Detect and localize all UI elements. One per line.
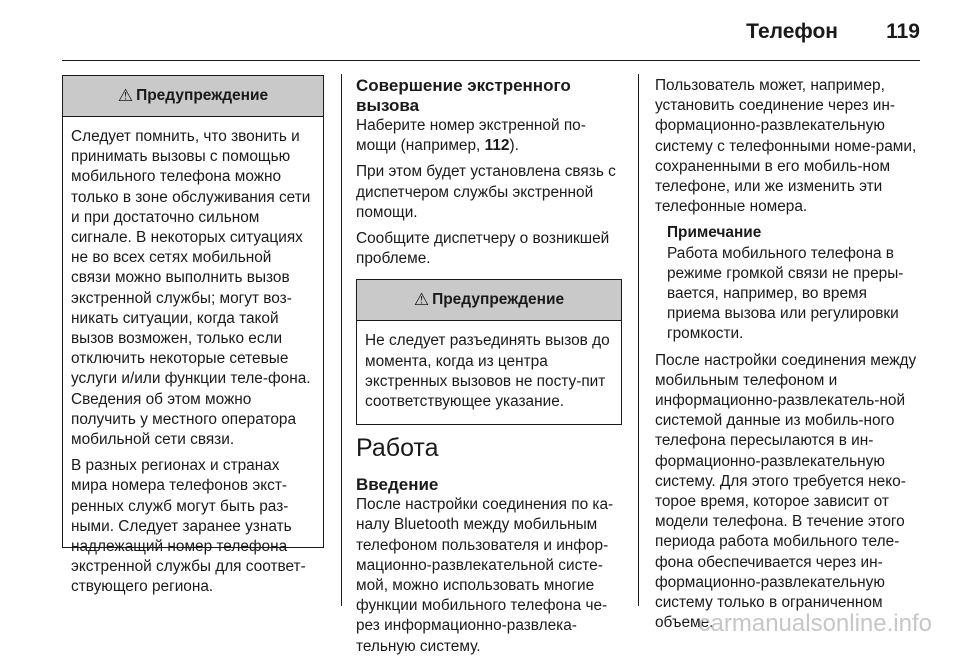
emergency-paragraph-2: При этом будет установлена связь с диспетчером службы экстренной помощи.: [356, 163, 616, 221]
emergency-paragraph-1: Наберите номер экстренной по-мощи (например, 112).: [356, 117, 586, 155]
emergency-paragraph-3: Сообщите диспетчеру о возникшей проблеме.: [356, 230, 610, 268]
intro-paragraph: После настройки соединения по ка-налу Bluetooth между мобильным телефоном пользователя и инфор-мационно-развлекательной систе-мой, можно использовать многие функции мобильного телефона че-рез информационно-развлека-тельную систему.: [356, 496, 614, 655]
column-divider-right: [638, 74, 639, 606]
right-column: [655, 76, 922, 639]
watermark: carmanualsonline.info: [698, 610, 932, 637]
page-title: Телефон: [746, 20, 838, 43]
page-number: 119: [886, 20, 920, 43]
intro-heading: Введение: [356, 475, 439, 495]
middle-warning-body: [357, 321, 621, 424]
emergency-number-ref: 112: [484, 137, 510, 155]
right-paragraph-1: Пользователь может, например, установить соединение через ин-формационно-развлекательную систему с телефонными номе-рами, сохраненными в его мобиль-ном телефоне, или же изменить эти телефонные номера.: [655, 77, 917, 216]
middle-warning-header: [357, 280, 621, 321]
note-text: Работа мобильного телефона в режиме громкой связи не преры-вается, например, во время приема вызова или регулировки громкости.: [667, 244, 904, 343]
warning-triangle-icon: ⚠: [413, 290, 430, 310]
left-warning-header: [63, 76, 323, 117]
left-warning-title: Предупреждение: [136, 87, 269, 104]
middle-column: [356, 76, 626, 663]
middle-warning-box: [356, 279, 622, 425]
column-divider-left: [341, 74, 342, 606]
middle-warning-title: Предупреждение: [432, 291, 565, 309]
note-title: Примечание: [667, 224, 762, 242]
page-header: [62, 14, 920, 61]
left-warning-box: [62, 75, 324, 596]
warning-triangle-icon: ⚠: [117, 86, 134, 105]
emergency-call-heading: Совершение экстренного вызова: [356, 76, 571, 115]
right-paragraph-2: После настройки соединения между мобильным телефоном и информационно-развлекатель-ной системой данные из мобиль-ного телефона пересылаются в ин-формационно-развлекательную систему. Для этого требуется неко-торое время, которое зависит от модели телефона. В течение этого периода работа мобильного теле-фона обеспечивается через ин-формационно-развлекательную систему только в ограниченном объеме.: [655, 351, 917, 632]
middle-warning-text: Не следует разъединять вызов до момента, когда из центра экстренных вызовов не посту-пит соответствующее указание.: [365, 332, 610, 411]
left-warning-body: [63, 117, 323, 610]
section-title: Работа: [356, 434, 439, 463]
note-block: [655, 223, 922, 344]
left-warning-paragraph-1: Следует помнить, что звонить и принимать вызовы с помощью мобильного телефона можно только в зоне обслуживания сети и при достаточно сильном сигнале. В некоторых ситуациях не во всех сетях мобильной связи можно выполнить вызов экстренной службы; могут воз-никать ситуации, когда такой вызов возможен, только если отключить некоторые сетевые услуги и/или функции теле-фона. Сведения об этом можно получить у местного оператора мобильной сети связи.: [71, 128, 311, 449]
left-warning-paragraph-2: В разных регионах и странах мира номера телефонов экст-ренных служб могут быть раз-ными. Следует заранее узнать надлежащий номер телефона экстренной службы для соответ-ствующего региона.: [71, 457, 306, 596]
